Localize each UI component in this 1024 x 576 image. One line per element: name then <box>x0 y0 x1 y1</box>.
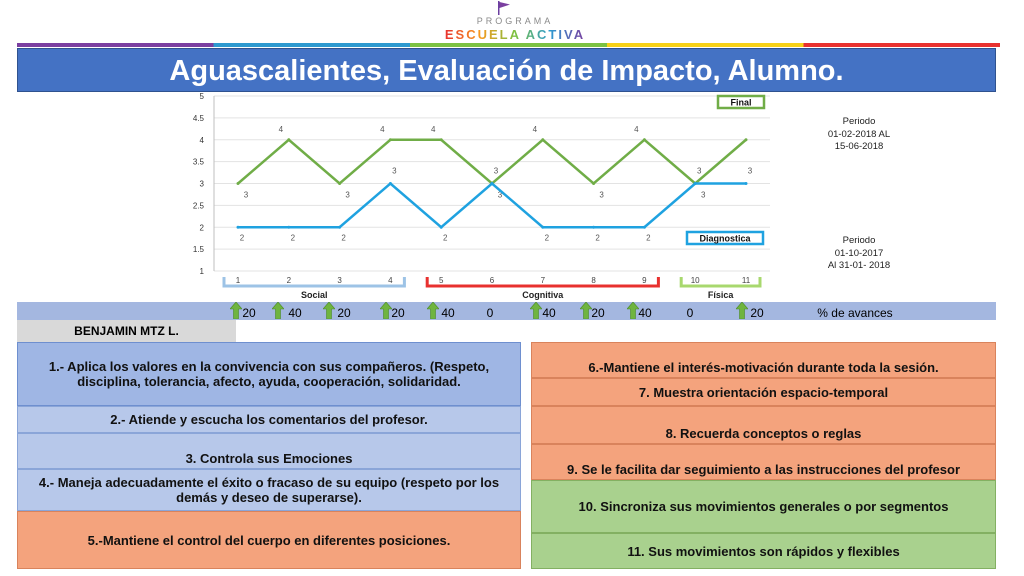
x-tick-label: 7 <box>540 276 546 285</box>
data-point <box>237 226 240 229</box>
item-10: 10. Sincroniza sus movimientos generales o por segmentos <box>531 480 996 533</box>
data-label: 2 <box>646 233 651 243</box>
avance-value: 20 <box>337 306 351 320</box>
item-8: 8. Recuerda conceptos o reglas <box>531 406 996 444</box>
periodo-final-line1: Periodo <box>842 116 876 127</box>
avance-value: 40 <box>542 306 556 320</box>
data-label: 2 <box>442 233 448 243</box>
rainbow-divider <box>17 43 1000 47</box>
y-tick-label: 1 <box>199 267 204 276</box>
y-tick-label: 3 <box>199 179 204 189</box>
data-label: 3 <box>599 190 604 200</box>
item-3: 3. Controla sus Emociones <box>17 433 521 469</box>
avance-value: 20 <box>242 306 256 320</box>
up-arrow-icon <box>530 302 542 319</box>
data-point <box>237 182 240 185</box>
student-name: BENJAMIN MTZ L. <box>17 320 236 342</box>
periodo-diag-line3: Al 31-01- 2018 <box>827 260 891 271</box>
y-tick-label: 4.5 <box>192 113 204 123</box>
avance-value: 40 <box>441 306 455 320</box>
data-point <box>643 138 646 141</box>
x-tick-label: 3 <box>337 276 342 285</box>
avance-value: 20 <box>750 306 764 320</box>
data-point <box>694 182 697 185</box>
data-label: 2 <box>290 233 296 243</box>
avance-value: 40 <box>288 306 302 320</box>
program-label: PROGRAMA <box>476 16 554 26</box>
data-label: 4 <box>634 124 639 134</box>
periodo-diag-line2: 01-10-2017 <box>834 247 884 259</box>
group-label: Cognitiva <box>522 290 564 300</box>
y-tick-label: 2.5 <box>192 201 204 211</box>
group-bracket <box>224 277 404 286</box>
data-label: 3 <box>696 166 702 176</box>
up-arrow-icon <box>230 302 242 319</box>
program-name: ESCUELA ACTIVA <box>444 27 586 42</box>
data-label: 3 <box>700 190 706 200</box>
periodo-final <box>804 116 914 154</box>
item-7: 7. Muestra orientación espacio-temporal <box>531 378 996 406</box>
up-arrow-icon <box>627 302 639 319</box>
data-label: 4 <box>380 124 385 134</box>
avance-value: 40 <box>638 306 652 320</box>
avance-value: 20 <box>391 306 405 320</box>
data-label: 3 <box>243 190 249 200</box>
legend-diagnostica-label: Diagnostica <box>699 233 751 244</box>
data-label: 4 <box>278 124 284 134</box>
x-tick-label: 9 <box>642 276 647 285</box>
data-label: 3 <box>493 166 499 176</box>
x-tick-label: 10 <box>690 276 700 285</box>
flag-icon <box>497 1 511 15</box>
data-point <box>287 138 290 141</box>
group-label: Física <box>707 290 734 300</box>
data-label: 2 <box>544 233 550 243</box>
y-tick-label: 3.5 <box>192 157 204 167</box>
data-point <box>338 182 341 185</box>
item-9: 9. Se le facilita dar seguimiento a las instrucciones del profesor <box>531 444 996 480</box>
data-point <box>389 182 392 185</box>
item-11: 11. Sus movimientos son rápidos y flexibles <box>531 533 996 569</box>
periodo-final-line2: 01-02-2018 AL <box>827 128 891 140</box>
item-2: 2.- Atiende y escucha los comentarios del profesor. <box>17 406 521 433</box>
line-chart <box>190 92 780 302</box>
x-tick-label: 8 <box>591 276 596 285</box>
y-tick-label: 1.5 <box>192 245 204 255</box>
data-label: 2 <box>341 233 346 243</box>
data-label: 3 <box>497 190 503 200</box>
data-label: 3 <box>392 166 397 176</box>
data-point <box>389 138 392 141</box>
item-5: 5.-Mantiene el control del cuerpo en diferentes posiciones. <box>17 511 521 569</box>
avance-value: 20 <box>591 306 605 320</box>
up-arrow-icon <box>580 302 592 319</box>
y-tick-label: 5 <box>199 92 204 101</box>
up-arrow-icon <box>736 302 748 319</box>
avance-value: 0 <box>686 306 694 320</box>
x-tick-label: 11 <box>741 276 751 285</box>
avances-label: % de avances <box>817 306 893 320</box>
data-point <box>592 226 595 229</box>
data-point <box>745 182 748 185</box>
data-point <box>338 226 341 229</box>
page-title: Aguascalientes, Evaluación de Impacto, Alumno. <box>17 48 996 92</box>
item-6: 6.-Mantiene el interés-motivación durante toda la sesión. <box>531 342 996 378</box>
periodo-diag-line1: Periodo <box>842 235 876 246</box>
data-label: 2 <box>595 233 600 243</box>
x-tick-label: 6 <box>489 276 495 285</box>
x-tick-label: 1 <box>235 276 241 285</box>
data-point <box>592 182 595 185</box>
periodo-diagnostica <box>804 235 914 273</box>
item-4: 4.- Maneja adecuadamente el éxito o fracaso de su equipo (respeto por los demás y deseo de superarse). <box>17 469 521 511</box>
data-label: 3 <box>345 190 350 200</box>
data-point <box>541 226 544 229</box>
data-point <box>440 138 443 141</box>
x-tick-label: 4 <box>388 276 393 285</box>
y-axis <box>193 92 214 276</box>
series-diagnostica <box>237 167 753 243</box>
data-point <box>643 226 646 229</box>
y-tick-label: 2 <box>199 223 204 233</box>
data-point <box>440 226 443 229</box>
avance-value: 0 <box>486 306 494 320</box>
x-tick-label: 5 <box>438 276 444 285</box>
data-point <box>491 182 494 185</box>
up-arrow-icon <box>380 302 392 319</box>
group-label: Social <box>300 290 328 300</box>
y-tick-label: 4 <box>199 135 204 145</box>
data-label: 3 <box>747 166 753 176</box>
data-point <box>541 138 544 141</box>
x-tick-label: 2 <box>286 276 292 285</box>
periodo-final-line3: 15-06-2018 <box>834 141 884 152</box>
data-label: 4 <box>532 124 538 134</box>
item-1: 1.- Aplica los valores en la convivencia con sus compañeros. (Respeto, disciplina, tolerancia, afecto, ayuda, cooperación, solidaridad. <box>17 342 521 406</box>
up-arrow-icon <box>323 302 335 319</box>
data-label: 2 <box>239 233 245 243</box>
up-arrow-icon <box>427 302 439 319</box>
data-point <box>745 138 748 141</box>
data-label: 4 <box>430 124 436 134</box>
data-point <box>287 226 290 229</box>
up-arrow-icon <box>272 302 284 319</box>
legend-final-label: Final <box>730 97 752 108</box>
x-axis <box>224 276 760 300</box>
